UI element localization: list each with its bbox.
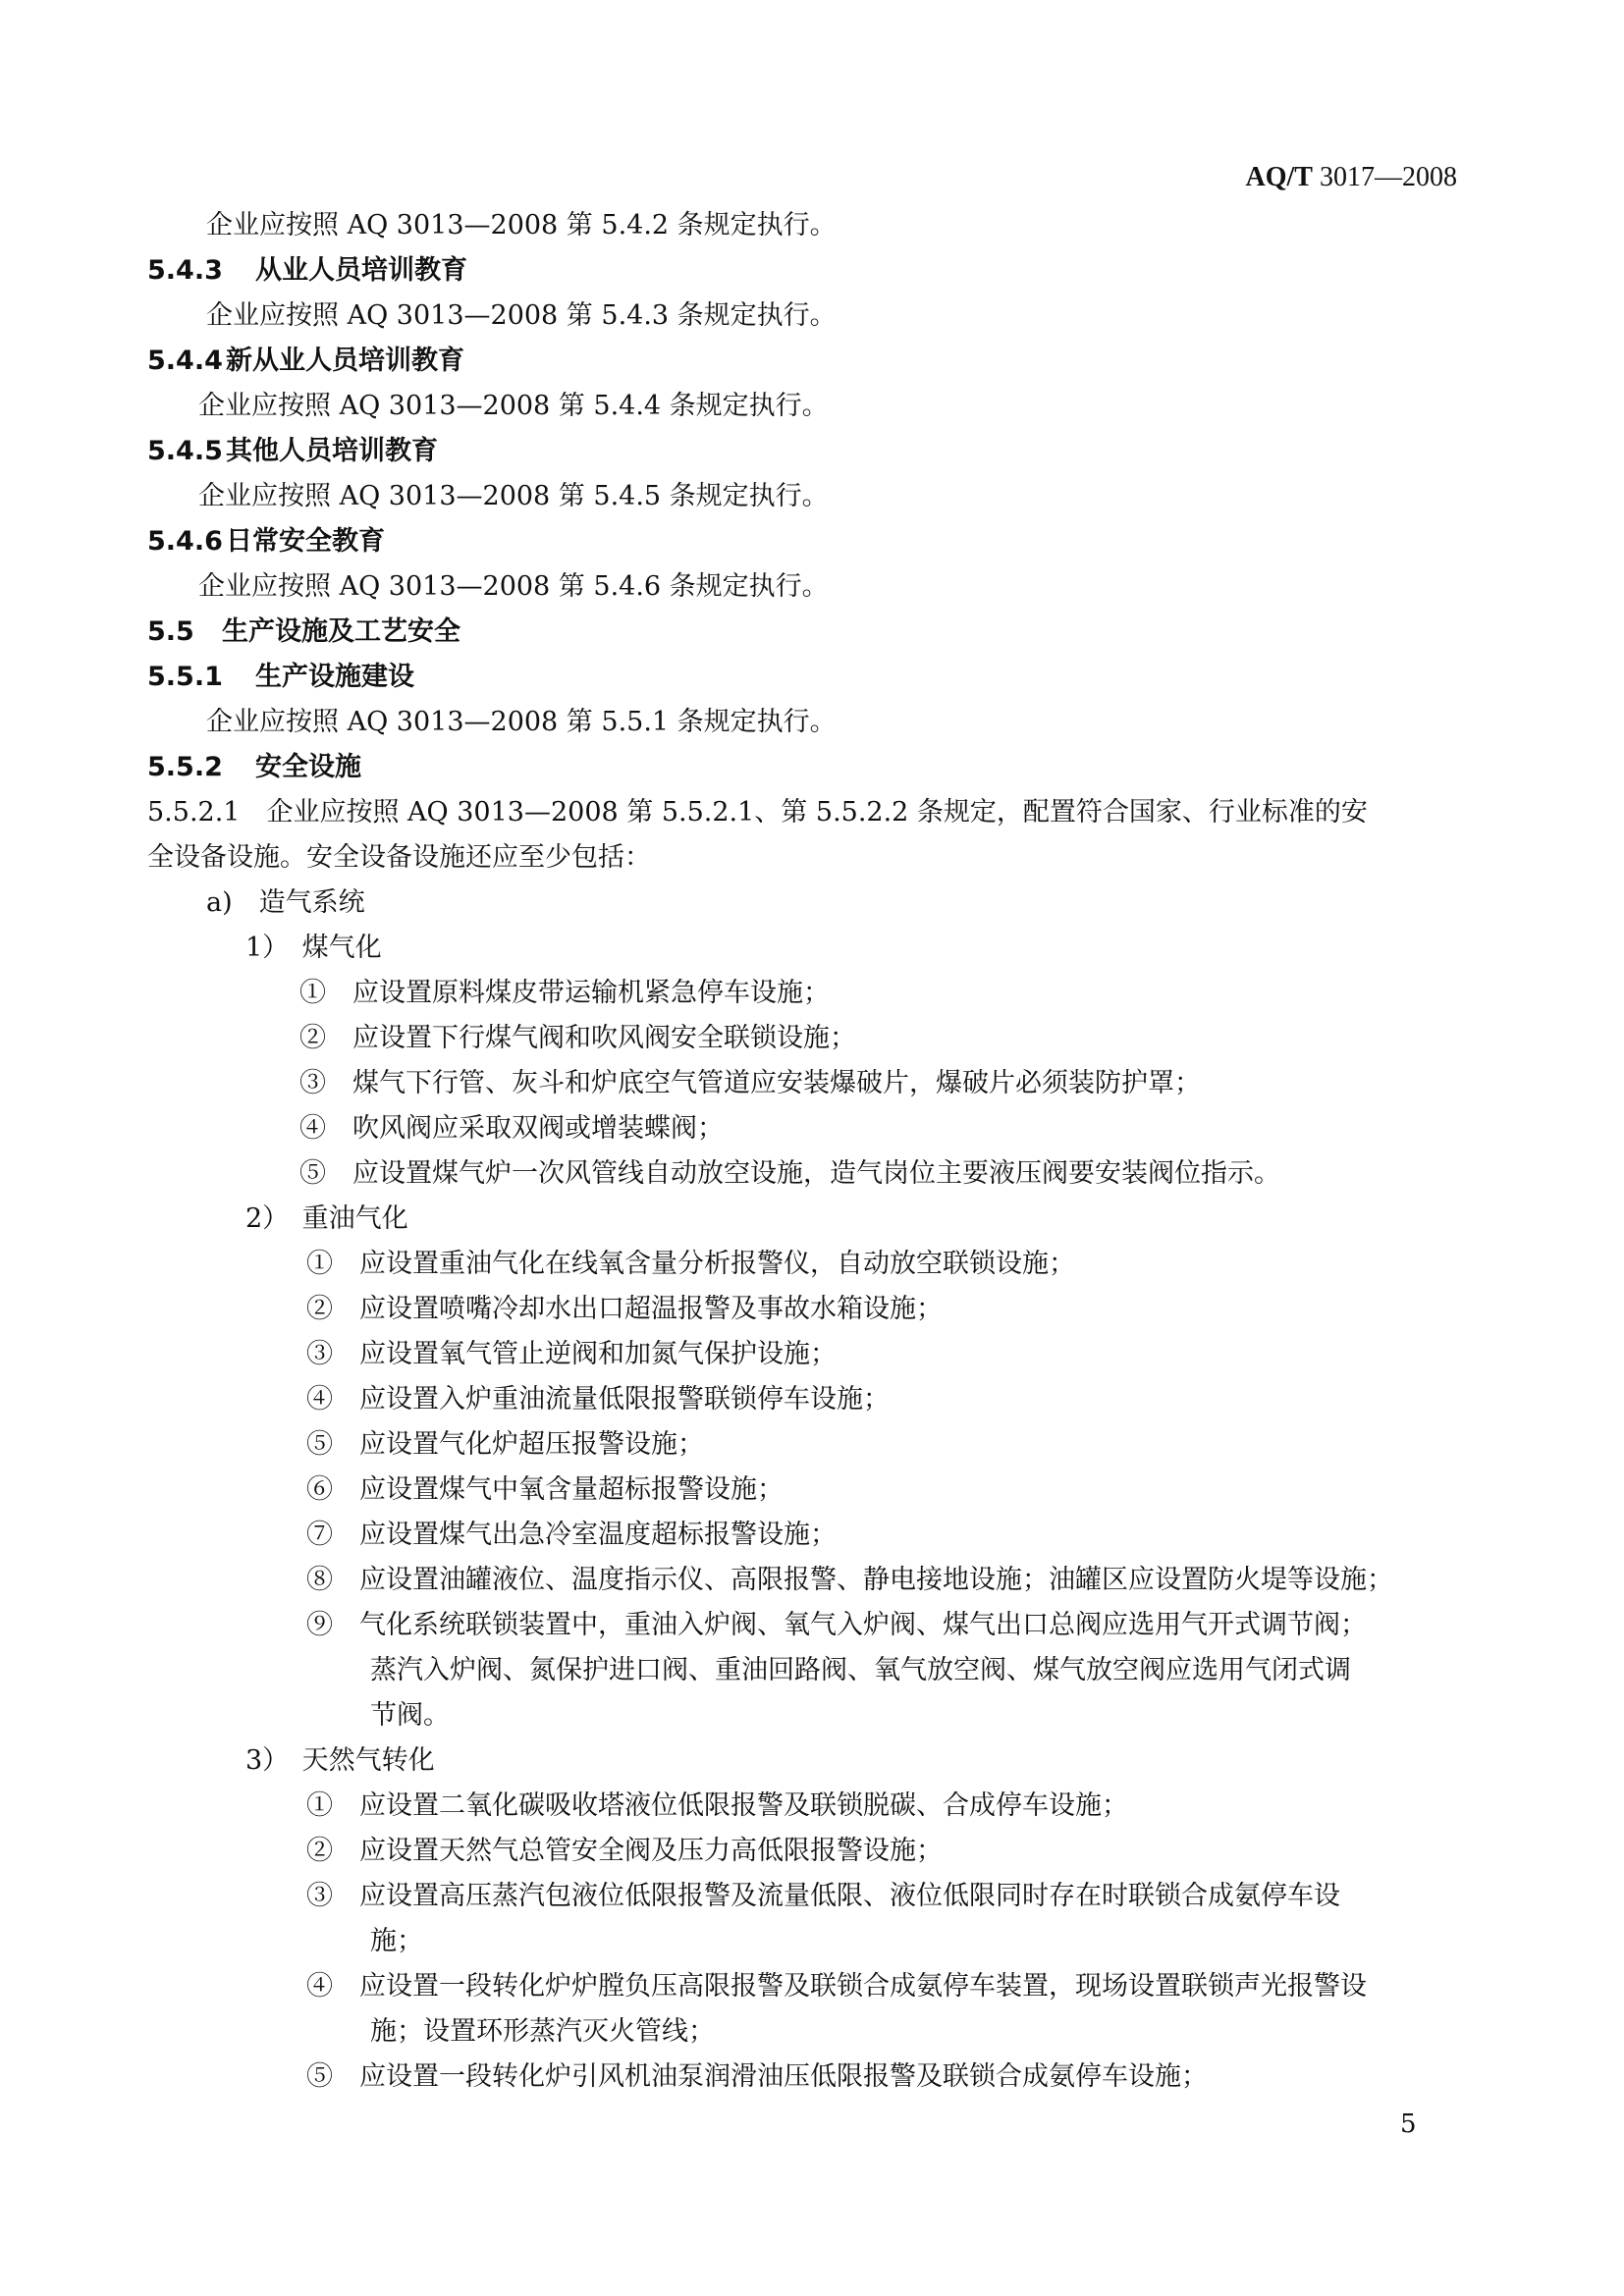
section-heading — [147, 434, 438, 469]
list-item: ② 应设置天然气总管安全阀及压力高低限报警设施； — [306, 1836, 943, 1866]
section-title: 日常安全教育 — [226, 526, 385, 557]
standard-code — [1246, 160, 1457, 195]
section-heading — [147, 253, 467, 289]
list-item: ③ 应设置高压蒸汽包液位低限报警及流量低限、液位低限同时存在时联锁合成氨停车设 — [306, 1881, 1340, 1911]
list-item: ③ 应设置氧气管止逆阀和加氮气保护设施； — [306, 1339, 837, 1369]
section-number: 5.4.5 — [147, 436, 223, 466]
list-item: ④ 吹风阀应采取双阀或增装蝶阀； — [299, 1113, 724, 1144]
section-title: 其他人员培训教育 — [226, 436, 438, 466]
section-heading — [147, 344, 464, 379]
list-item: ④ 应设置入炉重油流量低限报警联锁停车设施； — [306, 1384, 890, 1415]
list-item: a) 造气系统 — [206, 887, 365, 918]
body-text: 5.5.2.1 企业应按照 AQ 3013—2008 第 5.5.2.1、第 5.5.2.2 条规定，配置符合国家、行业标准的安 — [147, 797, 1368, 828]
section-number: 5.4.6 — [147, 526, 223, 557]
section-title: 生产设施建设 — [255, 662, 414, 692]
body-text: 企业应按照 AQ 3013—2008 第 5.4.4 条规定执行。 — [198, 391, 829, 421]
section-number: 5.4.4 — [147, 346, 223, 376]
list-item: ② 应设置下行煤气阀和吹风阀安全联锁设施； — [299, 1023, 856, 1053]
list-item: ⑤ 应设置一段转化炉引风机油泵润滑油压低限报警及联锁合成氨停车设施； — [306, 2061, 1208, 2092]
body-text: 企业应按照 AQ 3013—2008 第 5.4.2 条规定执行。 — [206, 210, 837, 240]
list-item: 2） 重油气化 — [245, 1203, 408, 1234]
section-title: 生产设施及工艺安全 — [222, 616, 460, 647]
list-item: 1） 煤气化 — [245, 933, 382, 963]
list-item-continuation: 施； — [370, 1926, 423, 1956]
section-number: 5.5.2 — [147, 752, 223, 782]
section-heading — [147, 660, 414, 695]
list-item: ② 应设置喷嘴冷却水出口超温报警及事故水箱设施； — [306, 1294, 943, 1324]
body-text: 企业应按照 AQ 3013—2008 第 5.4.3 条规定执行。 — [206, 300, 837, 331]
section-title: 从业人员培训教育 — [255, 255, 467, 286]
list-item: 3） 天然气转化 — [245, 1745, 435, 1776]
standard-code-number: 3017—2008 — [1320, 162, 1457, 192]
section-number: 5.5 — [147, 616, 194, 647]
section-number: 5.4.3 — [147, 255, 223, 286]
standard-code-prefix: AQ/T — [1245, 162, 1313, 192]
list-item: ⑦ 应设置煤气出急冷室温度超标报警设施； — [306, 1520, 837, 1550]
list-item: ① 应设置原料煤皮带运输机紧急停车设施； — [299, 978, 830, 1008]
section-heading — [147, 750, 361, 785]
section-number: 5.5.1 — [147, 662, 223, 692]
list-item-continuation: 蒸汽入炉阀、氮保护进口阀、重油回路阀、氧气放空阀、煤气放空阀应选用气闭式调 — [370, 1655, 1351, 1685]
list-item: ⑤ 应设置气化炉超压报警设施； — [306, 1429, 704, 1460]
body-text: 全设备设施。安全设备设施还应至少包括： — [147, 842, 651, 873]
section-heading — [147, 614, 460, 650]
body-text: 企业应按照 AQ 3013—2008 第 5.4.6 条规定执行。 — [198, 571, 829, 602]
body-text: 企业应按照 AQ 3013—2008 第 5.5.1 条规定执行。 — [206, 707, 837, 737]
list-item-continuation: 节阀。 — [370, 1700, 450, 1731]
section-title: 安全设施 — [255, 752, 361, 782]
section-title: 新从业人员培训教育 — [226, 346, 464, 376]
page-number: 5 — [1400, 2109, 1417, 2139]
list-item: ④ 应设置一段转化炉炉膛负压高限报警及联锁合成氨停车装置，现场设置联锁声光报警设 — [306, 1971, 1367, 2002]
body-text: 企业应按照 AQ 3013—2008 第 5.4.5 条规定执行。 — [198, 481, 829, 511]
list-item: ③ 煤气下行管、灰斗和炉底空气管道应安装爆破片，爆破片必须装防护罩； — [299, 1068, 1201, 1098]
list-item: ⑤ 应设置煤气炉一次风管线自动放空设施，造气岗位主要液压阀要安装阀位指示。 — [299, 1158, 1280, 1189]
list-item-continuation: 施；设置环形蒸汽灭火管线； — [370, 2016, 715, 2047]
list-item: ⑧ 应设置油罐液位、温度指示仪、高限报警、静电接地设施；油罐区应设置防火堤等设施； — [306, 1565, 1393, 1595]
list-item: ① 应设置二氧化碳吸收塔液位低限报警及联锁脱碳、合成停车设施； — [306, 1790, 1128, 1821]
list-item: ⑥ 应设置煤气中氧含量超标报警设施； — [306, 1474, 784, 1505]
list-item: ⑨ 气化系统联锁装置中，重油入炉阀、氧气入炉阀、煤气出口总阀应选用气开式调节阀； — [306, 1610, 1367, 1640]
section-heading — [147, 524, 385, 560]
list-item: ① 应设置重油气化在线氧含量分析报警仪，自动放空联锁设施； — [306, 1249, 1075, 1279]
